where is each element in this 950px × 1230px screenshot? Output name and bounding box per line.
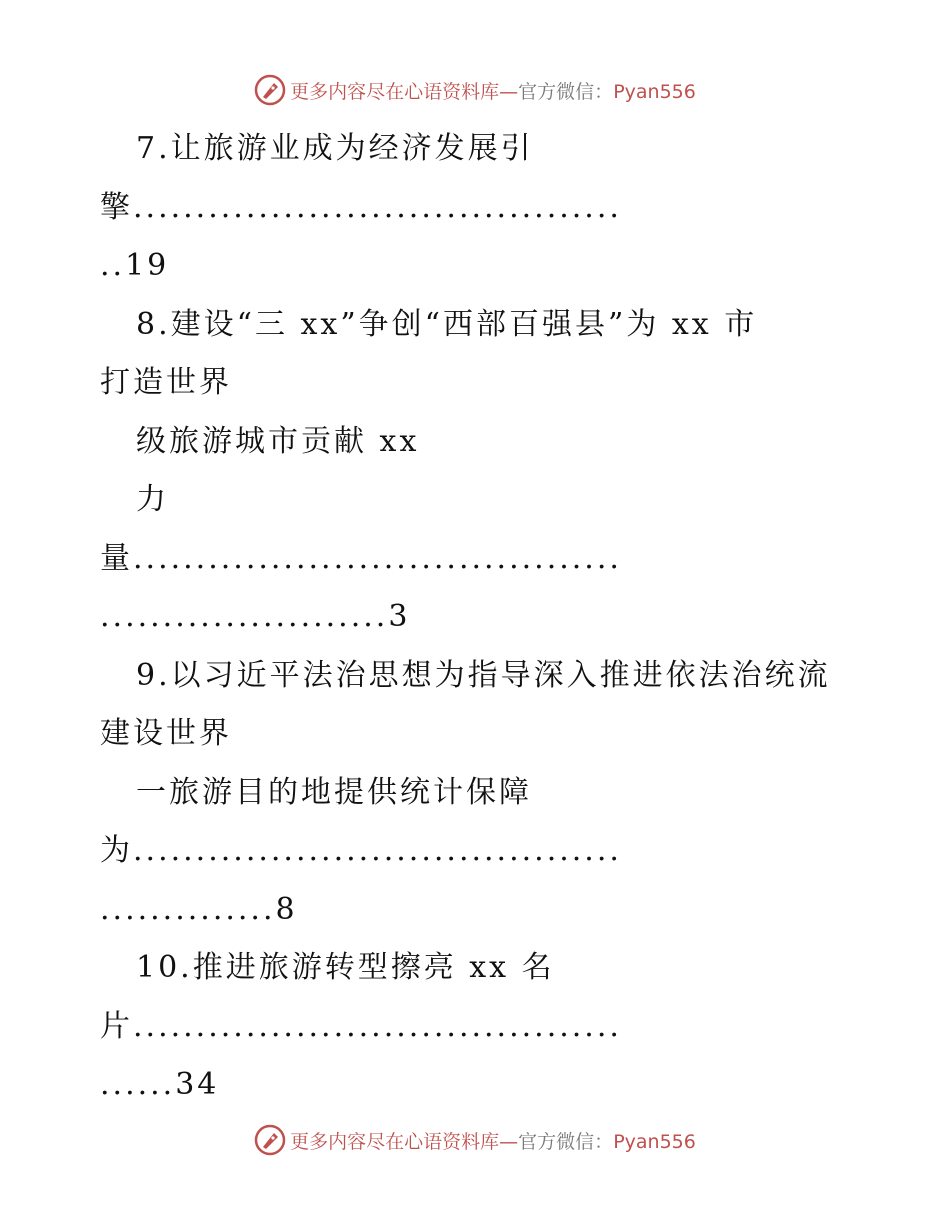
pen-nib-logo-icon [254,74,286,106]
watermark-text: 更多内容尽在心语资料库—官方微信：Pyan556 [290,1130,696,1153]
table-of-contents [100,120,860,1115]
toc-line: ..............8 [100,891,298,927]
toc-line: 7.让旅游业成为经济发展引 [136,131,534,166]
toc-line: ......34 [100,1067,220,1102]
toc-line: 9.以习近平法治思想为指导深入推进依法治统流 [136,657,831,693]
toc-line: .......................3 [100,599,411,634]
toc-line: 为....................................... [100,833,622,868]
toc-line: 片....................................... [100,1008,622,1044]
toc-line: 一旅游目的地提供统计保障 [136,774,532,810]
toc-line: 量....................................... [100,540,622,576]
toc-line: 擎....................................... [100,189,622,225]
header-watermark [0,70,950,110]
toc-line: 8.建设“三 xx”争创“西部百强县”为 xx 市 [136,306,758,342]
toc-line: 建设世界 [100,716,232,751]
pen-nib-logo-icon [254,1124,286,1156]
watermark-text: 更多内容尽在心语资料库—官方微信：Pyan556 [290,80,696,103]
toc-line: 级旅游城市贡献 xx [136,423,420,459]
toc-line: 力 [136,482,169,517]
footer-watermark [0,1120,950,1160]
toc-line: 打造世界 [100,365,232,400]
toc-line: ..19 [100,248,170,283]
toc-line: 10.推进旅游转型擦亮 xx 名 [136,950,555,985]
